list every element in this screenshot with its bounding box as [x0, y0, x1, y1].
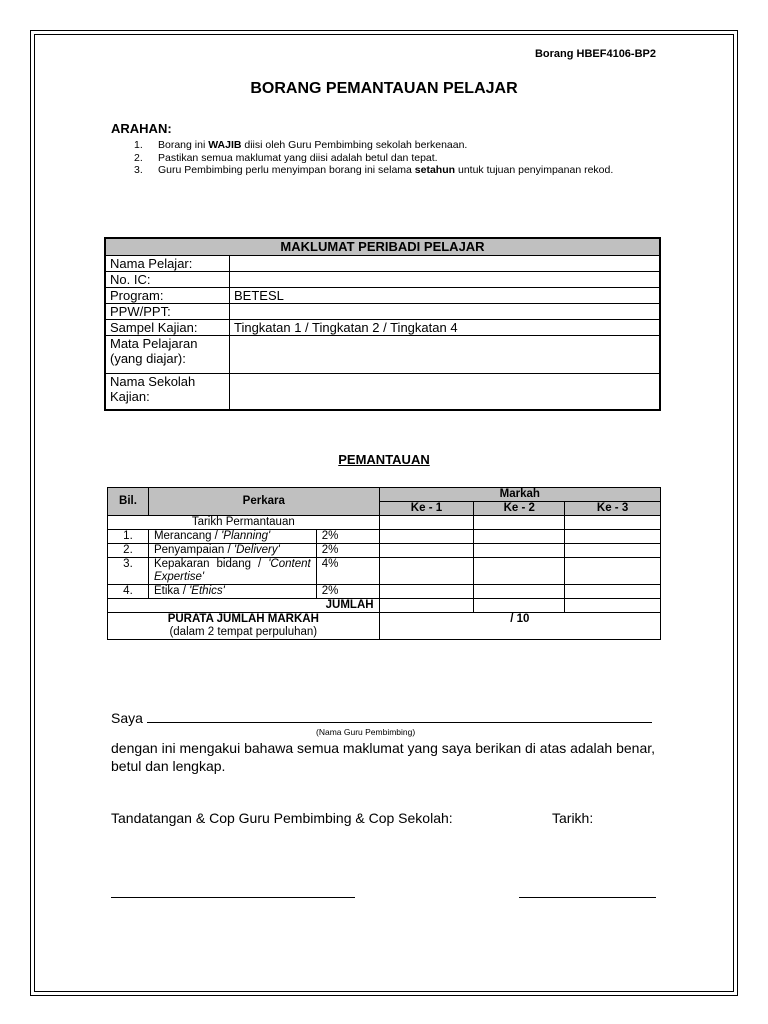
item-name: Penyampaian / 'Delivery' — [148, 544, 316, 558]
arahan-heading: ARAHAN: — [111, 121, 172, 136]
mark-cell[interactable] — [379, 585, 474, 599]
tarikh-ke-3-cell[interactable] — [565, 516, 661, 530]
date-field[interactable] — [519, 897, 656, 898]
tarikh-label: Tarikh Permantauan — [108, 516, 380, 530]
table-row — [105, 374, 660, 410]
instruction-text: Pastikan semua maklumat yang diisi adalah betul dan tepat. — [158, 151, 438, 164]
col-bil: Bil. — [108, 488, 149, 516]
student-info-heading: MAKLUMAT PERIBADI PELAJAR — [105, 238, 660, 256]
instruction-number: 3. — [134, 164, 143, 176]
instruction-item — [134, 164, 658, 177]
table-row — [105, 272, 660, 288]
field-label: Nama Pelajar: — [105, 256, 230, 272]
declaration-text: dengan ini mengakui bahawa semua maklumat yang saya berikan di atas adalah benar, betul dan lengkap. — [111, 740, 656, 774]
table-row — [108, 530, 661, 544]
tarikh-ke-1-cell[interactable] — [379, 516, 474, 530]
table-row — [105, 336, 660, 374]
saya-label: Saya — [111, 710, 143, 726]
mark-cell[interactable] — [379, 544, 474, 558]
nama-guru-caption: (Nama Guru Pembimbing) — [316, 727, 416, 737]
purata-label: PURATA JUMLAH MARKAH (dalam 2 tempat perpuluhan) — [108, 613, 380, 640]
mark-cell[interactable] — [565, 530, 661, 544]
nama-guru-field[interactable] — [147, 708, 652, 723]
sampel-kajian-field[interactable]: Tingkatan 1 / Tingkatan 2 / Tingkatan 4 — [230, 320, 661, 336]
instruction-text: Guru Pembimbing perlu menyimpan borang ini selama setahun untuk tujuan penyimpanan rekod. — [158, 164, 614, 176]
mark-cell[interactable] — [565, 544, 661, 558]
field-label: PPW/PPT: — [105, 304, 230, 320]
field-label: No. IC: — [105, 272, 230, 288]
nama-sekolah-field[interactable] — [230, 374, 661, 410]
col-ke-2: Ke - 2 — [474, 502, 565, 516]
instruction-text: Borang ini WAJIB diisi oleh Guru Pembimbing sekolah berkenaan. — [158, 139, 468, 151]
purata-value[interactable]: / 10 — [379, 613, 660, 640]
item-weight: 4% — [316, 558, 379, 585]
item-weight: 2% — [316, 544, 379, 558]
col-markah: Markah — [379, 488, 660, 502]
page-title: BORANG PEMANTAUAN PELAJAR — [250, 80, 518, 97]
table-row — [108, 558, 661, 585]
table-row — [108, 585, 661, 599]
field-label: Nama Sekolah Kajian: — [105, 374, 230, 410]
item-name: Merancang / 'Planning' — [148, 530, 316, 544]
item-name: Kepakaran bidang / 'Content Expertise' — [148, 558, 316, 585]
table-row — [105, 256, 660, 272]
mata-pelajaran-field[interactable] — [230, 336, 661, 374]
marks-table — [107, 487, 661, 640]
mark-cell[interactable] — [565, 558, 661, 585]
table-row — [105, 304, 660, 320]
mark-cell[interactable] — [379, 558, 474, 585]
mark-cell[interactable] — [379, 530, 474, 544]
mark-cell[interactable] — [474, 558, 565, 585]
instruction-number: 1. — [134, 139, 143, 151]
pemantauan-heading: PEMANTAUAN — [338, 452, 430, 467]
declaration-line — [111, 708, 659, 727]
table-row — [105, 320, 660, 336]
nama-pelajar-field[interactable] — [230, 256, 661, 272]
signature-field[interactable] — [111, 897, 355, 898]
item-weight: 2% — [316, 585, 379, 599]
jumlah-cell[interactable] — [379, 599, 474, 613]
instruction-item — [134, 152, 658, 165]
instruction-number: 2. — [134, 151, 143, 164]
mark-cell[interactable] — [474, 530, 565, 544]
mark-cell[interactable] — [474, 585, 565, 599]
item-weight: 2% — [316, 530, 379, 544]
table-row — [108, 544, 661, 558]
item-bil: 4. — [108, 585, 149, 599]
item-bil: 3. — [108, 558, 149, 585]
item-name: Etika / 'Ethics' — [148, 585, 316, 599]
date-label: Tarikh: — [552, 810, 594, 826]
field-label: Program: — [105, 288, 230, 304]
jumlah-cell[interactable] — [565, 599, 661, 613]
table-row — [108, 599, 661, 613]
student-info-table — [104, 237, 661, 411]
mark-cell[interactable] — [474, 544, 565, 558]
table-row — [108, 613, 661, 640]
signature-label: Tandatangan & Cop Guru Pembimbing & Cop Sekolah: — [111, 810, 453, 826]
item-bil: 1. — [108, 530, 149, 544]
col-ke-3: Ke - 3 — [565, 502, 661, 516]
form-code: Borang HBEF4106-BP2 — [534, 48, 656, 60]
instruction-list — [134, 139, 658, 177]
mark-cell[interactable] — [565, 585, 661, 599]
jumlah-cell[interactable] — [474, 599, 565, 613]
program-field[interactable]: BETESL — [230, 288, 661, 304]
ppw-ppt-field[interactable] — [230, 304, 661, 320]
no-ic-field[interactable] — [230, 272, 661, 288]
instruction-item — [134, 139, 658, 152]
col-ke-1: Ke - 1 — [379, 502, 474, 516]
item-bil: 2. — [108, 544, 149, 558]
table-row — [105, 288, 660, 304]
tarikh-ke-2-cell[interactable] — [474, 516, 565, 530]
field-label: Mata Pelajaran (yang diajar): — [105, 336, 230, 374]
table-row — [108, 516, 661, 530]
field-label: Sampel Kajian: — [105, 320, 230, 336]
jumlah-label: JUMLAH — [108, 599, 380, 613]
col-perkara: Perkara — [148, 488, 379, 516]
